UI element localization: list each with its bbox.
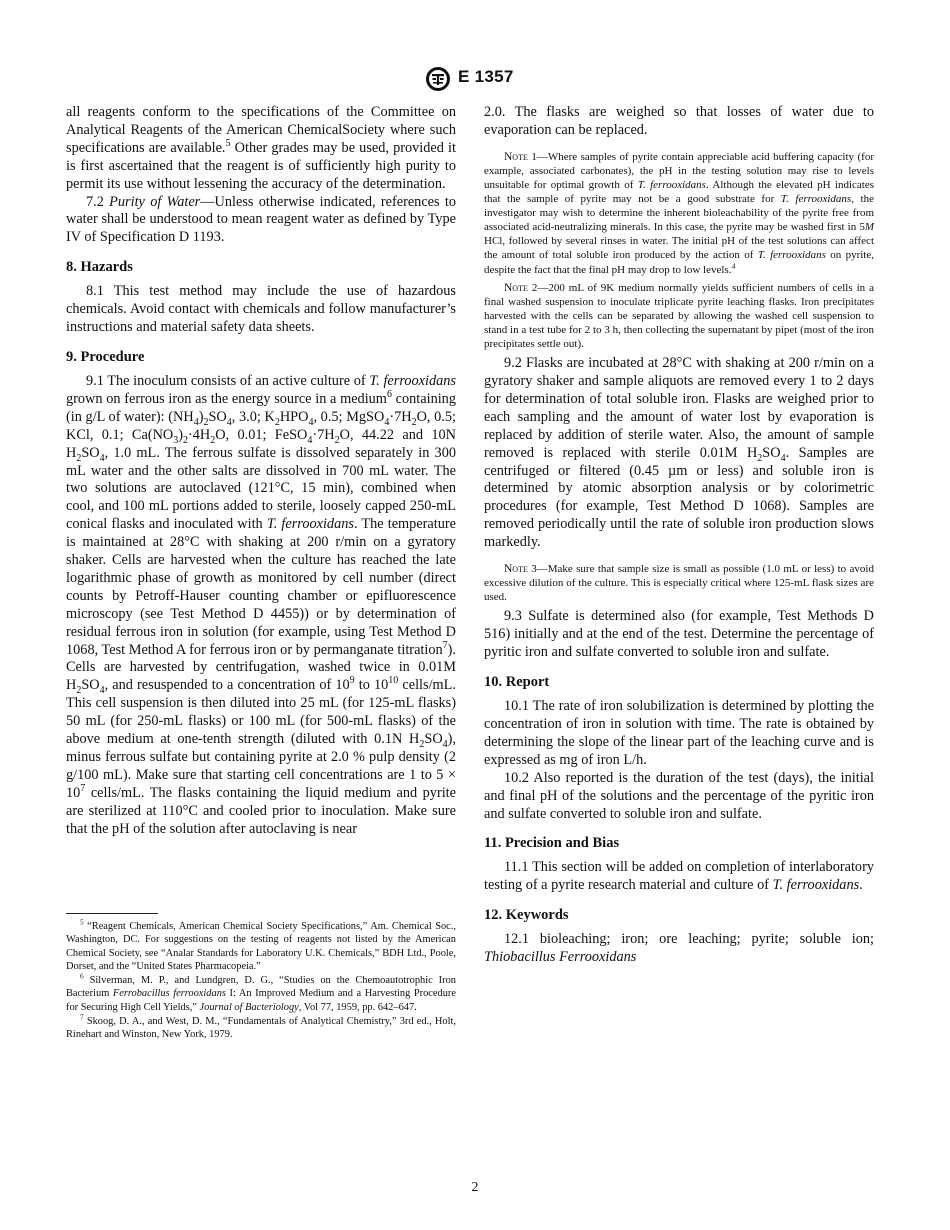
procedure-9-2-paragraph: 9.2 Flasks are incubated at 28°C with shaking at 200 r/min on a gyratory shaker and sample aliquots are removed every 1 to 2 days for determination of total soluble iron. Flasks are weighed prior to each sampling and the amount of water lost by evaporation is replaced by addition of sterile water. Also, the amount of sample removed is replaced with sterile 0.01M $H_2SO_4$. Samples are centrifuged or filtered (0.45 µm or less) and soluble iron is determined by atomic absorption analysis or by colorimetric procedures (for example, Test Method D 1068). Samples are removed periodically until the rate of soluble iron production slows markedly. <box>484 355 875 551</box>
footnote-divider <box>66 913 158 914</box>
note-1: Note 1—Where samples of pyrite contain appreciable acid buffering capacity (for example, associated carbonates), the pH in the testing solution may rise to levels unsuitable for optimal growth of T. ferrooxidans. Although the elevated pH indicates that the sample of pyrite may not be a good substrate for T. ferrooxidans, the investigator may wish to determine the inherent bioleachability of the pyrite free from associated acid-neutralizing minerals. In this case, the pyrite may be washed first in 5M HCl, followed by several rinses in water. The initial pH of the test solutions can affect the amount of total soluble iron produced by the action of T. ferrooxidans on pyrite, despite the fact that the final pH may drop to low levels.$^4$ <box>484 150 874 276</box>
astm-logo-icon <box>425 66 451 92</box>
reagents-paragraph: all reagents conform to the specifications of the Committee on Analytical Reagents of the American ChemicalSociety where such specifications are available.$^5$ Other grades may be used, provided it is first ascertained that the reagent is of sufficiently high purity to permit its use without lessening the accuracy of the determination. <box>66 104 456 192</box>
footnote-7: $^7$ Skoog, D. A., and West, D. M., “Fundamentals of Analytical Chemistry,” 3rd ed., Holt, Rinehart and Winston, New York, 1979. <box>66 1013 456 1041</box>
footnote-5: $^5$ “Reagent Chemicals, American Chemical Society Specifications,” Am. Chemical Soc., Washington, DC. For suggestions on the testing of reagents not listed by the American Chemical Society, see “Analar Standards for Laboratory U.K. Chemicals,” BDH Ltd., Poole, Dorset, and the “United States Pharmacopeia.” <box>66 918 456 972</box>
section-heading-keywords: 12. Keywords <box>484 907 569 924</box>
right-column <box>484 104 874 967</box>
procedure-9-1-paragraph: 9.1 The inoculum consists of an active culture of T. ferrooxidans grown on ferrous iron as the energy source in a medium$^6$ containing (in g/L of water): $(NH_4)_2SO_4$, 3.0; $K_2HPO_4$, 0.5; $MgSO_4\cdot 7H_2O$, 0.5; KCl, 0.1; $Ca(NO_3)_2\cdot 4H_2O$, 0.01; $FeSO_4\cdot 7H_2O$, 44.22 and 10N $H_2SO_4$, 1.0 mL. The ferrous sulfate is dissolved separately in 300 mL water and the other salts are dissolved in 700 mL water. The two solutions are autoclaved (121°C, 15 min), combined when cool, and 100 mL portions added to sterile, loosely capped 250-mL conical flasks and inoculated with T. ferrooxidans. The temperature is maintained at 28°C with shaking at 200 r/min on a gyratory shaker. Cells are harvested when the culture has reached the late logarithmic phase of growth as monitored by cell number (direct counts by Petroff-Hauser counting chamber or epifluorescence microscopy (see Test Method D 4455)) or by determination of residual ferrous iron in solution (for example, using Test Method D 1068, Test Method A for ferrous iron or by permanganate titration$^7$). Cells are harvested by centrifugation, washed twice in 0.01M $H_2SO_4$, and resuspended to a concentration of $10^9$ to $10^{10}$ cells/mL. This cell suspension is then diluted into 25 mL (for 125-mL flasks) 50 mL (for 250-mL flasks) or 100 mL (for 500-mL flasks) of the above medium at one-tenth strength (diluted with 0.1N $H_2SO_4$), minus ferrous sulfate but containing pyrite at 2.0 % pulp density (2 g/100 mL). Make sure that starting cell concentrations are 1 to $5 \times 10^7$ cells/mL. The flasks containing the liquid medium and pyrite are sterilized at 110°C and cooled prior to inoculation. Make sure that the pH of the solution after autoclaving is near <box>66 372 456 837</box>
continued-paragraph: 2.0. The flasks are weighed so that losses of water due to evaporation can be replaced. <box>484 104 874 138</box>
page-header <box>0 64 950 94</box>
report-10-2-paragraph: 10.2 Also reported is the duration of the test (days), the initial and final pH of the solutions and the percentage of the pyritic iron and sulfate converted to soluble iron and sulfate. <box>484 769 874 822</box>
footnotes <box>66 920 456 1043</box>
hazards-paragraph: 8.1 This test method may include the use of hazardous chemicals. Avoid contact with chemicals and follow manufacturer’s instructions and material safety data sheets. <box>66 283 456 336</box>
left-column <box>66 104 456 839</box>
footnote-6: $^6$ Silverman, M. P., and Lundgren, D. G., “Studies on the Chemoautotrophic Iron Bacterium Ferrobacillus ferrooxidans I: An Improved Medium and a Harvesting Procedure for Securing High Cell Yields,” Journal of Bacteriology, Vol 77, 1959, pp. 642–647. <box>66 972 456 1013</box>
procedure-9-3-paragraph: 9.3 Sulfate is determined also (for example, Test Methods D 516) initially and at the end of the test. Determine the percentage of pyritic iron and sulfate converted to soluble iron and sulfate. <box>484 608 874 661</box>
keywords-paragraph: 12.1 bioleaching; iron; ore leaching; pyrite; soluble ion; Thiobacillus Ferrooxidans <box>484 931 874 966</box>
section-heading-precision-bias: 11. Precision and Bias <box>484 835 620 852</box>
page-number: 2 <box>471 1180 479 1195</box>
purity-of-water-paragraph: 7.2 Purity of Water—Unless otherwise indicated, references to water shall be understood to mean reagent water as defined by Type IV of Specification D 1193. <box>66 193 456 246</box>
section-heading-report: 10. Report <box>484 674 550 691</box>
note-3: Note 3—Make sure that sample size is small as possible (1.0 mL or less) to avoid excessive dilution of the culture. This is especially critical where 125-mL flask sizes are used. <box>484 563 874 604</box>
precision-11-1-paragraph: 11.1 This section will be added on completion of interlaboratory testing of a pyrite research material and culture of T. ferrooxidans. <box>484 859 874 894</box>
section-heading-hazards: 8. Hazards <box>66 259 133 276</box>
section-heading-procedure: 9. Procedure <box>66 348 145 365</box>
note-2: Note 2—200 mL of 9K medium normally yields sufficient numbers of cells in a final washed suspension to inoculate triplicate pyrite leaching flasks. Iron precipitates harvested with the cells can be separated by allowing the washed cell suspension to stand in a test tube for 2 to 3 h, then collecting the supernatant by pipet (most of the iron precipitates settle out). <box>484 281 874 351</box>
standard-designation: E 1357 <box>458 67 514 86</box>
report-10-1-paragraph: 10.1 The rate of iron solubilization is determined by plotting the concentration of iron in solution with time. The rate is obtained by determining the slope of the linear part of the leaching curve and is expressed as mg of iron L/h. <box>484 698 874 768</box>
